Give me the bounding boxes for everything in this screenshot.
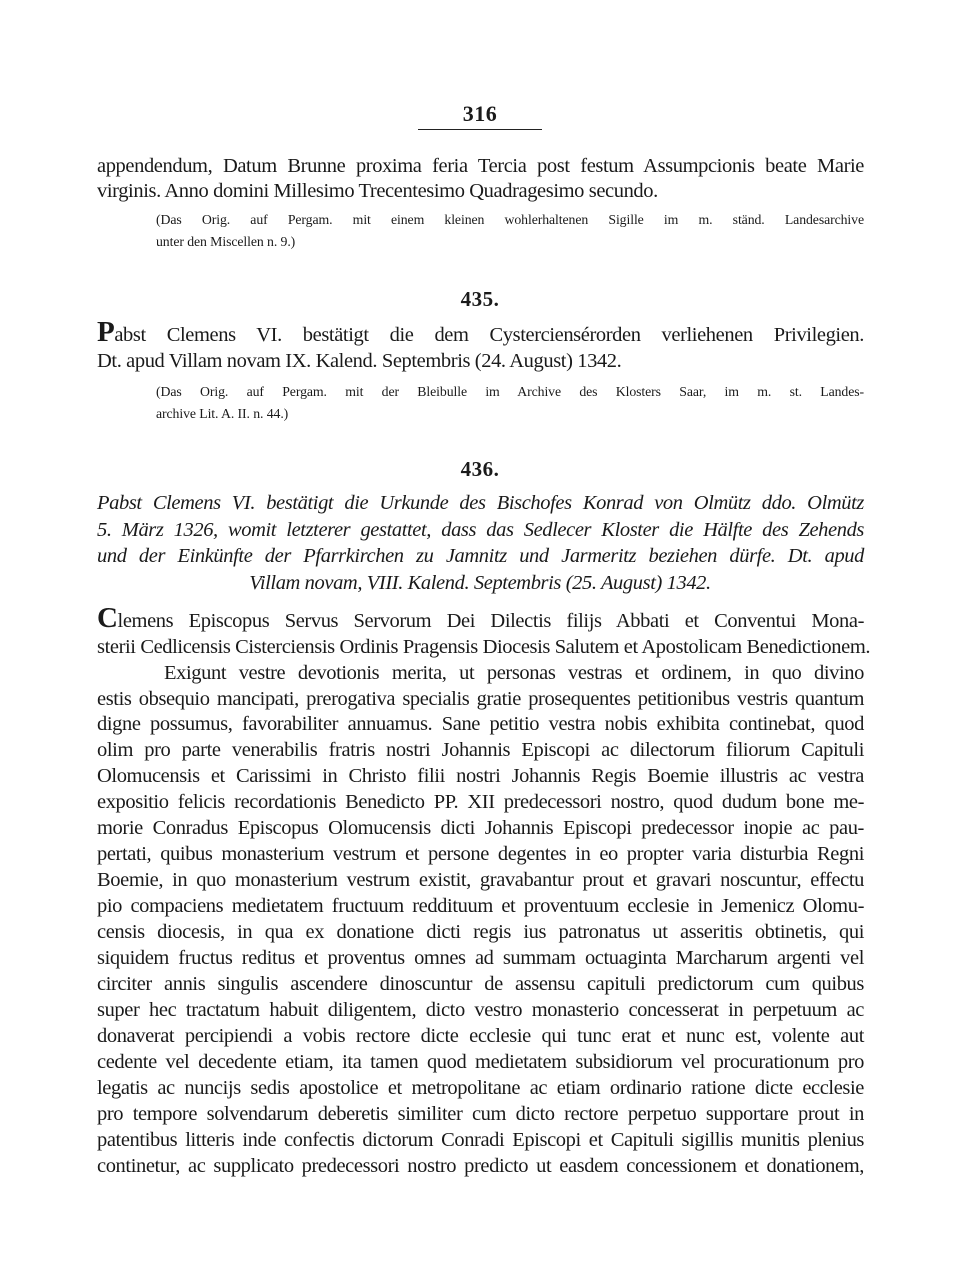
body-line: patentibus litteris inde confectis dictorum Conradi Episcopi et Capituli sigillis munitis plenius (97, 1129, 864, 1151)
page-number-rule (418, 129, 542, 130)
body-line: cedente vel decedente etiam, ita tamen quod medietatem subsidiorum vel procurationum pro (97, 1051, 864, 1073)
body-line: digne possumus, favorabiliter annuamus. Sane petitio vestra nobis exhibita continebat, quod (97, 713, 864, 735)
document-heading: 5. März 1326, womit letzterer gestattet, dass das Sedlecer Kloster die Hälfte des Zehends (97, 519, 864, 541)
document-number: 436. (460, 457, 500, 481)
source-note: archive Lit. A. II. n. 44.) (156, 406, 289, 421)
body-line: estis obsequio mancipati, prerogativa specialis gratie prosequentes petitionibus vestris quantum (97, 688, 864, 710)
body-line: morie Conradus Episcopus Olomucensis dicti Johannis Episcopi predecessor inopie ac pau- (97, 817, 864, 839)
text-line: appendendum, Datum Brunne proxima feria Tercia post festum Assumpcionis beate Marie (97, 155, 864, 177)
document-heading (97, 316, 864, 348)
source-note: unter den Miscellen n. 9.) (156, 234, 296, 249)
body-line: Olomucensis et Carissimi in Christo filii nostri Johannis Regis Boemie illustris ac vestra (97, 765, 864, 787)
document-heading: Pabst Clemens VI. bestätigt die Urkunde des Bischofes Konrad von Olmütz ddo. Olmütz (97, 492, 864, 514)
body-line: Boemie, in quo monasterium vestrum existit, gravabantur prout et gravari noscuntur, effectu (97, 869, 864, 891)
document-heading: und der Einkünfte der Pfarrkirchen zu Jamnitz und Jarmeritz beziehen dürfe. Dt. apud (97, 545, 864, 567)
body-line: pio compaciens medietatem fructuum reddituum et proventuum ecclesie in Jemenicz Olomu- (97, 895, 864, 917)
body-text: lemens Episcopus Servus Servorum Dei Dilectis filijs Abbati et Conventui Mona- (117, 610, 864, 632)
document-heading: Dt. apud Villam novam IX. Kalend. Septembris (24. August) 1342. (97, 350, 622, 372)
body-line: pro tempore solvendarum deberetis similiter cum dicto rectore perpetuo supportare prout in (97, 1103, 864, 1125)
drop-cap: P (97, 316, 115, 348)
document-number: 435. (460, 287, 500, 311)
source-note: (Das Orig. auf Pergam. mit der Bleibulle im Archive des Klosters Saar, im m. st. Landes- (156, 384, 864, 399)
body-line: circiter annis singulis ascendere dinoscuntur de assensu capituli predictorum cum quibus (97, 973, 864, 995)
source-note: (Das Orig. auf Pergam. mit einem kleinen wohlerhaltenen Sigille im m. ständ. Landesarchive (156, 212, 864, 227)
document-heading: Villam novam, VIII. Kalend. Septembris (25. August) 1342. (249, 572, 711, 594)
page-number: 316 (462, 101, 498, 126)
text-line: virginis. Anno domini Millesimo Trecentesimo Quadragesimo secundo. (97, 180, 658, 202)
body-line: censis diocesis, in qua ex donatione dicti regis ius patronatus ut asseritis obtinetis, qui (97, 921, 864, 943)
body-line: expositio felicis recordationis Benedicto PP. XII predecessori nostro, quod dudum bone me- (97, 791, 864, 813)
body-line: continetur, ac supplicato predecessori nostro predicto ut easdem concessionem et donationem, (97, 1155, 864, 1177)
heading-text: abst Clemens VI. bestätigt die dem Cysterciensérorden verliehenen Privilegien. (114, 324, 864, 346)
body-line: olim pro parte venerabilis fratris nostri Johannis Episcopi ac dilectorum filiorum Capituli (97, 739, 864, 761)
drop-cap: C (97, 602, 118, 634)
body-line: donaverat percipiendi a vobis rectore dicte ecclesie qui tunc erat et nunc est, volente aut (97, 1025, 864, 1047)
body-line: super hec tractatum habuit diligentem, dicto vestro monasterio concesserat in perpetuum ac (97, 999, 864, 1021)
body-line: siquidem fructus reditus et proventus omnes ad summam octuaginta Marcharum argenti vel (97, 947, 864, 969)
body-line: Exigunt vestre devotionis merita, ut personas vestras et ordinem, in quo divino (164, 662, 864, 684)
body-line (97, 602, 864, 634)
body-line: sterii Cedlicensis Cisterciensis Ordinis Pragensis Diocesis Salutem et Apostolicam Benedictionem. (97, 636, 871, 658)
body-line: legatis ac nuncijs sedis apostolice et metropolitane ac etiam ordinario ratione dicte ecclesie (97, 1077, 864, 1099)
body-line: pertati, quibus monasterium vestrum et persone degentes in eo propter varia disturbia Regni (97, 843, 864, 865)
